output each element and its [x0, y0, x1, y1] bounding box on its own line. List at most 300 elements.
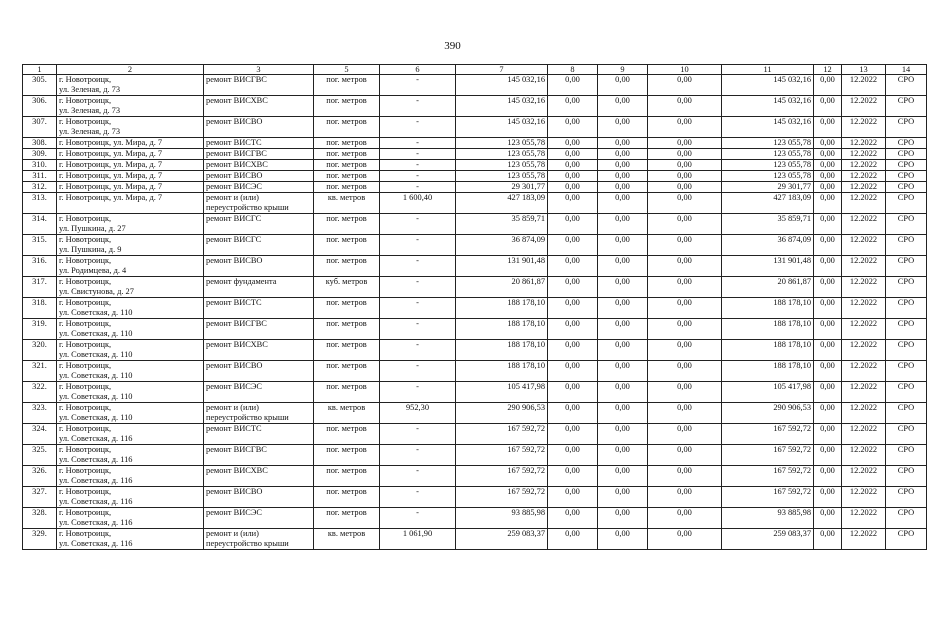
address-line: г. Новотроицк, [59, 256, 112, 265]
work-type-cell [204, 487, 314, 508]
value-cell: 0,00 [814, 445, 842, 466]
value-cell: 0,00 [648, 340, 722, 361]
cost-cell: 167 592,72 [456, 424, 548, 445]
total-cell: 290 906,53 [722, 403, 814, 424]
work-line: ремонт ВИСВО [206, 256, 263, 265]
unit-cell: пог. метров [314, 214, 380, 235]
value-cell: 0,00 [648, 256, 722, 277]
value-cell: 0,00 [814, 138, 842, 149]
table-row [23, 466, 927, 487]
address-line: г. Новотроицк, [59, 424, 112, 433]
cost-cell: 29 301,77 [456, 182, 548, 193]
value-cell: 0,00 [548, 487, 598, 508]
value-cell: 0,00 [648, 235, 722, 256]
unit-cell: пог. метров [314, 235, 380, 256]
address-line: ул. Советская, д. 116 [59, 476, 133, 485]
total-cell: 29 301,77 [722, 182, 814, 193]
table-row [23, 214, 927, 235]
value-cell: 0,00 [814, 214, 842, 235]
address-cell [57, 298, 204, 319]
column-header: 11 [722, 65, 814, 75]
value-cell: 0,00 [548, 424, 598, 445]
column-header: 2 [57, 65, 204, 75]
page-number: 390 [444, 40, 461, 52]
value-cell: 0,00 [548, 193, 598, 214]
address-cell [57, 487, 204, 508]
total-cell: 188 178,10 [722, 298, 814, 319]
quantity-cell: - [380, 149, 456, 160]
value-cell: 0,00 [598, 424, 648, 445]
value-cell: 0,00 [648, 445, 722, 466]
address-line: г. Новотроицк, [59, 340, 112, 349]
value-cell: 0,00 [814, 466, 842, 487]
value-cell: 0,00 [598, 117, 648, 138]
value-cell: 0,00 [548, 382, 598, 403]
cost-cell: 123 055,78 [456, 160, 548, 171]
value-cell: 0,00 [548, 171, 598, 182]
unit-cell: пог. метров [314, 149, 380, 160]
row-number: 305. [23, 75, 57, 96]
table-row [23, 193, 927, 214]
value-cell: 0,00 [598, 487, 648, 508]
deadline-cell: 12.2022 [842, 382, 886, 403]
value-cell: 0,00 [648, 149, 722, 160]
address-line: ул. Зеленая, д. 73 [59, 127, 121, 136]
column-header: 6 [380, 65, 456, 75]
address-line: ул. Советская, д. 110 [59, 329, 133, 338]
value-cell: 0,00 [648, 403, 722, 424]
value-cell: 0,00 [548, 235, 598, 256]
value-cell: 0,00 [548, 182, 598, 193]
unit-cell: пог. метров [314, 508, 380, 529]
total-cell: 188 178,10 [722, 361, 814, 382]
method-cell: СРО [886, 75, 927, 96]
address-line: ул. Советская, д. 110 [59, 350, 133, 359]
unit-cell: пог. метров [314, 466, 380, 487]
work-type-cell [204, 319, 314, 340]
value-cell: 0,00 [814, 149, 842, 160]
address-cell [57, 256, 204, 277]
method-cell: СРО [886, 508, 927, 529]
row-number: 321. [23, 361, 57, 382]
work-type-cell [204, 149, 314, 160]
address-cell [57, 75, 204, 96]
value-cell: 0,00 [648, 75, 722, 96]
row-number: 329. [23, 529, 57, 550]
address-cell [57, 340, 204, 361]
work-type-cell [204, 361, 314, 382]
quantity-cell: - [380, 319, 456, 340]
deadline-cell: 12.2022 [842, 256, 886, 277]
work-type-cell [204, 160, 314, 171]
deadline-cell: 12.2022 [842, 96, 886, 117]
cost-cell: 188 178,10 [456, 319, 548, 340]
column-header: 7 [456, 65, 548, 75]
quantity-cell: - [380, 382, 456, 403]
value-cell: 0,00 [648, 117, 722, 138]
work-line: ремонт ВИСЭС [206, 508, 262, 517]
row-number: 315. [23, 235, 57, 256]
method-cell: СРО [886, 382, 927, 403]
table-row [23, 403, 927, 424]
work-line: ремонт ВИСВО [206, 487, 263, 496]
work-line: ремонт ВИСЭС [206, 382, 262, 391]
row-number: 327. [23, 487, 57, 508]
address-line: г. Новотроицк, [59, 361, 112, 370]
table-body [23, 75, 927, 550]
value-cell: 0,00 [814, 424, 842, 445]
table-row [23, 171, 927, 182]
deadline-cell: 12.2022 [842, 75, 886, 96]
value-cell: 0,00 [648, 298, 722, 319]
address-cell [57, 466, 204, 487]
unit-cell: пог. метров [314, 445, 380, 466]
unit-cell: куб. метров [314, 277, 380, 298]
work-type-cell [204, 277, 314, 298]
quantity-cell: - [380, 75, 456, 96]
value-cell: 0,00 [548, 277, 598, 298]
method-cell: СРО [886, 487, 927, 508]
value-cell: 0,00 [814, 298, 842, 319]
unit-cell: пог. метров [314, 424, 380, 445]
value-cell: 0,00 [648, 182, 722, 193]
value-cell: 0,00 [814, 96, 842, 117]
value-cell: 0,00 [548, 508, 598, 529]
address-line: г. Новотроицк, ул. Мира, д. 7 [59, 138, 163, 147]
unit-cell: кв. метров [314, 529, 380, 550]
method-cell: СРО [886, 466, 927, 487]
value-cell: 0,00 [648, 508, 722, 529]
cost-cell: 167 592,72 [456, 445, 548, 466]
table-row [23, 277, 927, 298]
value-cell: 0,00 [648, 277, 722, 298]
value-cell: 0,00 [598, 277, 648, 298]
value-cell: 0,00 [548, 529, 598, 550]
value-cell: 0,00 [814, 340, 842, 361]
address-cell [57, 214, 204, 235]
total-cell: 167 592,72 [722, 445, 814, 466]
method-cell: СРО [886, 171, 927, 182]
table-row [23, 424, 927, 445]
value-cell: 0,00 [598, 529, 648, 550]
value-cell: 0,00 [648, 487, 722, 508]
address-line: г. Новотроицк, [59, 277, 112, 286]
unit-cell: кв. метров [314, 403, 380, 424]
deadline-cell: 12.2022 [842, 277, 886, 298]
address-line: ул. Зеленая, д. 73 [59, 85, 121, 94]
quantity-cell: - [380, 182, 456, 193]
cost-cell: 123 055,78 [456, 171, 548, 182]
row-number: 310. [23, 160, 57, 171]
total-cell: 188 178,10 [722, 340, 814, 361]
work-type-cell [204, 182, 314, 193]
deadline-cell: 12.2022 [842, 361, 886, 382]
address-cell [57, 424, 204, 445]
total-cell: 20 861,87 [722, 277, 814, 298]
method-cell: СРО [886, 277, 927, 298]
method-cell: СРО [886, 193, 927, 214]
unit-cell: пог. метров [314, 319, 380, 340]
unit-cell: пог. метров [314, 96, 380, 117]
value-cell: 0,00 [598, 445, 648, 466]
quantity-cell: - [380, 298, 456, 319]
value-cell: 0,00 [648, 171, 722, 182]
value-cell: 0,00 [648, 382, 722, 403]
table-row [23, 256, 927, 277]
work-type-cell [204, 466, 314, 487]
value-cell: 0,00 [814, 277, 842, 298]
value-cell: 0,00 [548, 361, 598, 382]
address-line: г. Новотроицк, [59, 214, 112, 223]
column-header: 5 [314, 65, 380, 75]
total-cell: 145 032,16 [722, 96, 814, 117]
cost-cell: 20 861,87 [456, 277, 548, 298]
table-row [23, 298, 927, 319]
row-number: 309. [23, 149, 57, 160]
value-cell: 0,00 [814, 508, 842, 529]
quantity-cell: - [380, 340, 456, 361]
address-cell [57, 96, 204, 117]
work-line: ремонт ВИСХВС [206, 340, 268, 349]
work-type-cell [204, 171, 314, 182]
address-line: г. Новотроицк, [59, 235, 112, 244]
cost-cell: 131 901,48 [456, 256, 548, 277]
address-line: ул. Советская, д. 116 [59, 518, 133, 527]
row-number: 323. [23, 403, 57, 424]
work-type-cell [204, 382, 314, 403]
work-line: ремонт ВИСЭС [206, 182, 262, 191]
value-cell: 0,00 [648, 361, 722, 382]
table-row [23, 487, 927, 508]
work-line: переустройство крыши [206, 539, 289, 548]
value-cell: 0,00 [598, 214, 648, 235]
work-line: ремонт ВИСХВС [206, 466, 268, 475]
value-cell: 0,00 [548, 138, 598, 149]
deadline-cell: 12.2022 [842, 298, 886, 319]
address-line: г. Новотроицк, [59, 319, 112, 328]
method-cell: СРО [886, 138, 927, 149]
table-row [23, 319, 927, 340]
row-number: 317. [23, 277, 57, 298]
value-cell: 0,00 [548, 403, 598, 424]
cost-cell: 36 874,09 [456, 235, 548, 256]
total-cell: 188 178,10 [722, 319, 814, 340]
work-type-cell [204, 138, 314, 149]
work-line: ремонт фундамента [206, 277, 277, 286]
value-cell: 0,00 [598, 160, 648, 171]
method-cell: СРО [886, 361, 927, 382]
column-header: 13 [842, 65, 886, 75]
address-line: г. Новотроицк, [59, 75, 112, 84]
address-line: г. Новотроицк, ул. Мира, д. 7 [59, 182, 163, 191]
deadline-cell: 12.2022 [842, 424, 886, 445]
cost-cell: 145 032,16 [456, 75, 548, 96]
row-number: 306. [23, 96, 57, 117]
value-cell: 0,00 [548, 117, 598, 138]
address-line: г. Новотроицк, [59, 403, 112, 412]
cost-cell: 145 032,16 [456, 96, 548, 117]
cost-cell: 93 885,98 [456, 508, 548, 529]
address-line: ул. Советская, д. 110 [59, 413, 133, 422]
value-cell: 0,00 [548, 466, 598, 487]
value-cell: 0,00 [814, 182, 842, 193]
value-cell: 0,00 [648, 193, 722, 214]
address-cell [57, 235, 204, 256]
value-cell: 0,00 [548, 445, 598, 466]
deadline-cell: 12.2022 [842, 214, 886, 235]
value-cell: 0,00 [814, 256, 842, 277]
deadline-cell: 12.2022 [842, 445, 886, 466]
value-cell: 0,00 [648, 96, 722, 117]
address-cell [57, 445, 204, 466]
row-number: 313. [23, 193, 57, 214]
unit-cell: кв. метров [314, 193, 380, 214]
method-cell: СРО [886, 149, 927, 160]
deadline-cell: 12.2022 [842, 171, 886, 182]
value-cell: 0,00 [598, 361, 648, 382]
table-row [23, 382, 927, 403]
address-line: ул. Советская, д. 110 [59, 308, 133, 317]
column-header: 3 [204, 65, 314, 75]
column-header: 8 [548, 65, 598, 75]
row-number: 314. [23, 214, 57, 235]
work-type-cell [204, 445, 314, 466]
quantity-cell: - [380, 424, 456, 445]
address-cell [57, 277, 204, 298]
value-cell: 0,00 [548, 214, 598, 235]
address-line: ул. Советская, д. 116 [59, 539, 133, 548]
unit-cell: пог. метров [314, 487, 380, 508]
value-cell: 0,00 [598, 382, 648, 403]
deadline-cell: 12.2022 [842, 529, 886, 550]
work-type-cell [204, 529, 314, 550]
address-cell [57, 193, 204, 214]
work-line: ремонт ВИСХВС [206, 96, 268, 105]
value-cell: 0,00 [598, 138, 648, 149]
address-cell [57, 149, 204, 160]
unit-cell: пог. метров [314, 256, 380, 277]
address-cell [57, 361, 204, 382]
work-type-cell [204, 256, 314, 277]
table-row [23, 96, 927, 117]
work-type-cell [204, 193, 314, 214]
address-line: г. Новотроицк, [59, 298, 112, 307]
value-cell: 0,00 [548, 319, 598, 340]
table-row [23, 340, 927, 361]
row-number: 320. [23, 340, 57, 361]
value-cell: 0,00 [548, 160, 598, 171]
total-cell: 93 885,98 [722, 508, 814, 529]
method-cell: СРО [886, 117, 927, 138]
value-cell: 0,00 [814, 235, 842, 256]
value-cell: 0,00 [598, 403, 648, 424]
value-cell: 0,00 [598, 193, 648, 214]
address-cell [57, 403, 204, 424]
method-cell: СРО [886, 214, 927, 235]
total-cell: 123 055,78 [722, 160, 814, 171]
address-line: ул. Пушкина, д. 27 [59, 224, 126, 233]
work-line: ремонт ВИСГВС [206, 319, 267, 328]
value-cell: 0,00 [548, 96, 598, 117]
deadline-cell: 12.2022 [842, 340, 886, 361]
value-cell: 0,00 [648, 214, 722, 235]
address-cell [57, 319, 204, 340]
address-line: ул. Советская, д. 116 [59, 434, 133, 443]
row-number: 312. [23, 182, 57, 193]
address-line: ул. Советская, д. 110 [59, 371, 133, 380]
work-type-cell [204, 235, 314, 256]
work-line: ремонт ВИСГС [206, 214, 262, 223]
value-cell: 0,00 [648, 319, 722, 340]
table-row [23, 138, 927, 149]
value-cell: 0,00 [598, 256, 648, 277]
quantity-cell: - [380, 138, 456, 149]
value-cell: 0,00 [814, 193, 842, 214]
work-line: ремонт и (или) [206, 529, 259, 538]
work-type-cell [204, 340, 314, 361]
total-cell: 131 901,48 [722, 256, 814, 277]
address-line: ул. Советская, д. 116 [59, 455, 133, 464]
deadline-cell: 12.2022 [842, 487, 886, 508]
deadline-cell: 12.2022 [842, 466, 886, 487]
address-line: г. Новотроицк, [59, 445, 112, 454]
value-cell: 0,00 [648, 160, 722, 171]
method-cell: СРО [886, 403, 927, 424]
work-line: переустройство крыши [206, 203, 289, 212]
work-line: ремонт ВИСВО [206, 117, 263, 126]
address-line: г. Новотроицк, ул. Мира, д. 7 [59, 193, 163, 202]
work-line: ремонт ВИСГВС [206, 149, 267, 158]
address-line: ул. Зеленая, д. 73 [59, 106, 121, 115]
work-type-cell [204, 117, 314, 138]
deadline-cell: 12.2022 [842, 508, 886, 529]
cost-cell: 35 859,71 [456, 214, 548, 235]
deadline-cell: 12.2022 [842, 235, 886, 256]
cost-cell: 259 083,37 [456, 529, 548, 550]
work-line: ремонт ВИСХВС [206, 160, 268, 169]
work-line: ремонт и (или) [206, 193, 259, 202]
total-cell: 123 055,78 [722, 138, 814, 149]
cost-cell: 123 055,78 [456, 149, 548, 160]
address-line: г. Новотроицк, [59, 466, 112, 475]
cost-cell: 167 592,72 [456, 466, 548, 487]
method-cell: СРО [886, 319, 927, 340]
value-cell: 0,00 [598, 96, 648, 117]
value-cell: 0,00 [814, 487, 842, 508]
table-row [23, 508, 927, 529]
quantity-cell: - [380, 214, 456, 235]
row-number: 308. [23, 138, 57, 149]
cost-cell: 427 183,09 [456, 193, 548, 214]
quantity-cell: 952,30 [380, 403, 456, 424]
address-cell [57, 171, 204, 182]
total-cell: 105 417,98 [722, 382, 814, 403]
total-cell: 36 874,09 [722, 235, 814, 256]
quantity-cell: - [380, 487, 456, 508]
column-header: 14 [886, 65, 927, 75]
deadline-cell: 12.2022 [842, 149, 886, 160]
method-cell: СРО [886, 340, 927, 361]
table-row [23, 235, 927, 256]
quantity-cell: - [380, 160, 456, 171]
method-cell: СРО [886, 160, 927, 171]
method-cell: СРО [886, 529, 927, 550]
total-cell: 167 592,72 [722, 424, 814, 445]
work-type-cell [204, 96, 314, 117]
address-line: ул. Советская, д. 110 [59, 392, 133, 401]
total-cell: 145 032,16 [722, 117, 814, 138]
total-cell: 35 859,71 [722, 214, 814, 235]
